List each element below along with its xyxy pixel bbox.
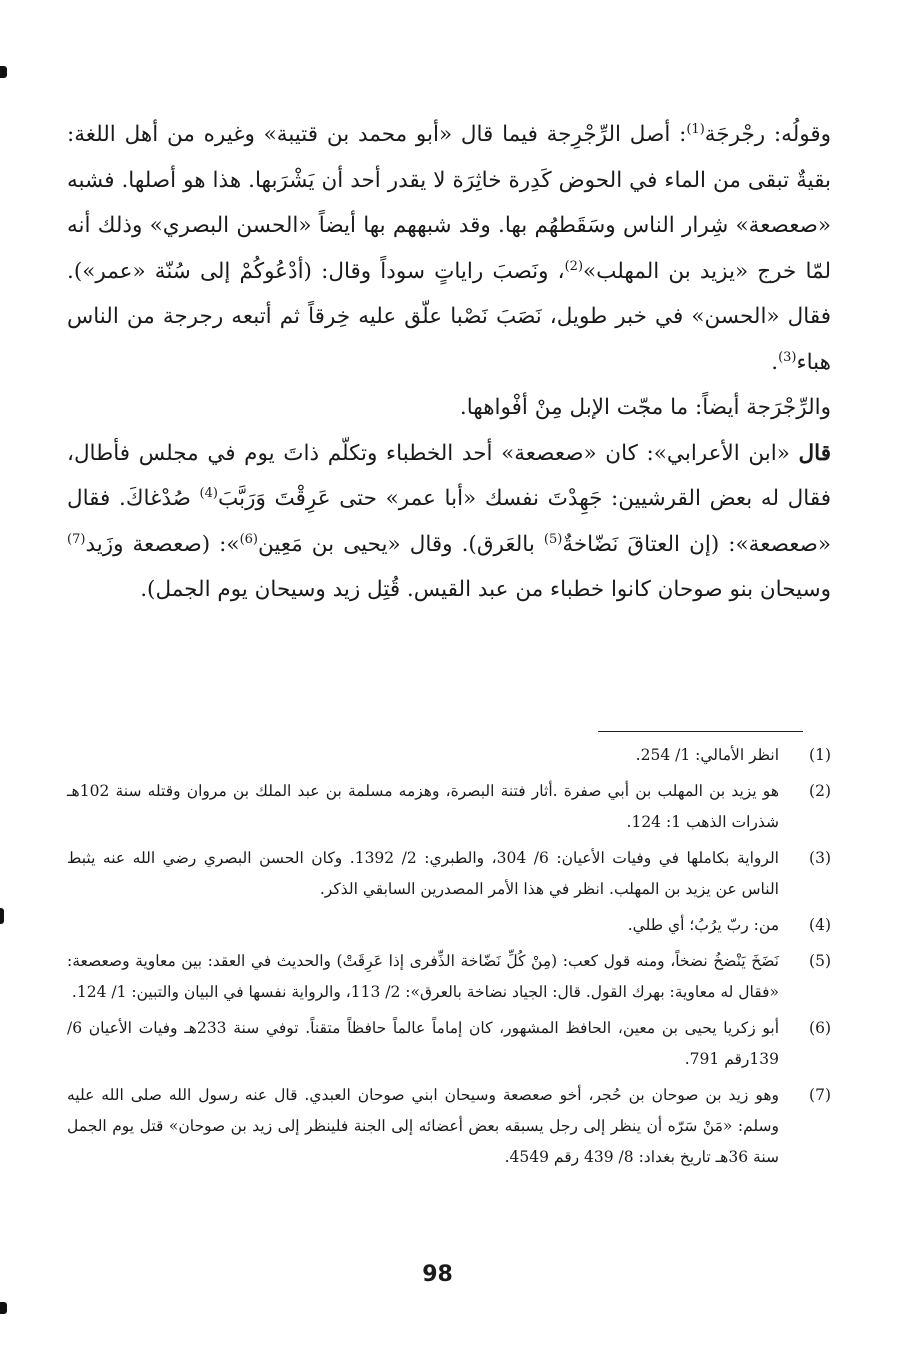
footnote-number: (4) [809, 916, 831, 934]
scan-edge-mark [0, 908, 4, 924]
footnote-number: (3) [809, 849, 831, 867]
footnote-ref[interactable]: (6) [239, 531, 258, 547]
footnote-ref[interactable]: (1) [686, 121, 705, 137]
footnote-text: وهو زيد بن صوحان بن حُجر، أخو صعصعة وسيحان ابني صوحان العبدي. قال عنه رسول الله صلى الله عليه وسلم: «مَنْ سَرّه أن ينظر إلى رجل يسبقه بعض أعضائه إلى الجنة فلينظر إلى زيد بن صوحان» قتل يوم الجمل سنة 36هـ تاريخ بغداد: 8/ 439 رقم 4549. [67, 1086, 779, 1166]
footnote-text: الرواية بكاملها في وفيات الأعيان: 6/ 304، والطبري: 2/ 1392. وكان الحسن البصري رضي الله عنه يثبط الناس عن يزيد بن المهلب. انظر في هذا الأمر المصدرين السابقي الذكر. [67, 849, 779, 898]
main-text [67, 112, 831, 613]
footnote [67, 1080, 833, 1173]
footnote-ref[interactable]: (5) [543, 531, 563, 547]
footnote [67, 776, 833, 838]
footnote-number: (1) [809, 746, 831, 764]
footnote [67, 910, 833, 941]
footnote-number: (6) [809, 1019, 831, 1037]
footnote-text: نَضَخَ يَنْضخُ نضخاً، ومنه قول كعب: (مِنْ كُلِّ نَضّاخة الذِّفرى إذا عَرِقَتْ) والحديث في العقد: بين معاوية وصعصعة: «فقال له معاوية: بهرك القول. قال: الجياد نضاخة بالعرق»: 2/ 113، والرواية نفسها في البيان والتبين: 1/ 124. [67, 952, 779, 1001]
footnote-text: من: ربّ يرُبُ؛ أي طلي. [627, 916, 779, 934]
paragraph: وقولُه: رجْرجَة$^{(1)}$: أصل الرِّجْرِجة فيما قال «أبو محمد بن قتيبة» وغيره من أهل اللغة: بقيةٌ تبقى من الماء في الحوض كَدِرة خاثِرَة لا يقدر أحد أن يَشْرَبها. هذا هو أصلها. فشبه «صعصعة» شِرار الناس وسَقَطهُم بها. وقد شبههم بها أيضاً «الحسن البصري» وذلك أنه لمّا خرج «يزيد بن المهلب»$^{(2)}$، ونَصبَ راياتٍ سوداً وقال: (أدْعُوكُمْ إلى سُنّة «عمر»). فقال «الحسن» في خبر طويل، نَصَبَ نَصْبا علّق عليه خِرقاً ثم أتبعه رجرجة من الناس هباء$^{(3)}$. [67, 121, 832, 375]
footnote [67, 1013, 833, 1075]
footnote [67, 740, 833, 771]
footnote-separator [598, 731, 803, 732]
scan-edge-mark [0, 1302, 7, 1314]
footnote-ref[interactable]: (7) [67, 531, 86, 547]
footnote-text: أبو زكريا يحيى بن معين، الحافظ المشهور، كان إماماً عالماً حافظاً متقناً. توفي سنة 233هـ وفيات الأعيان 6/ 139رقم 791. [67, 1019, 780, 1068]
footnote-ref[interactable]: (4) [199, 485, 218, 501]
page-number: 98 [422, 1262, 453, 1287]
paragraph: والرِّجْرَجة أيضاً: ما مجّت الإبل مِنْ أفْواهها. [459, 395, 831, 420]
footnote-number: (5) [809, 952, 831, 970]
footnote [67, 946, 833, 1008]
scan-edge-mark [0, 66, 7, 78]
footnote-ref[interactable]: (2) [564, 258, 584, 274]
footnote-ref[interactable]: (3) [778, 349, 797, 365]
footnote-text: هو يزيد بن المهلب بن أبي صفرة .أثار فتنة البصرة، وهزمه مسلمة بن عبد الملك بن مروان وقتله سنة 102هـ شذرات الذهب 1: 124. [67, 782, 779, 831]
footnote-number: (7) [809, 1086, 831, 1104]
footnote [67, 843, 833, 905]
paragraph: قال «ابن الأعرابي»: كان «صعصعة» أحد الخطباء وتكلّم ذاتَ يوم في مجلس فأطال، فقال له بعض القرشيين: جَهِدْتَ نفسك «أبا عمر» حتى عَرِقْتَ وَرَبَّبَ$^{(4)}$ صُدْغاكَ. فقال «صعصعة»: (إن العتاقَ نَضّاخةٌ$^{(5)}$ بالعَرق). وقال «يحيى بن مَعِين$^{(6)}$»: (صعصعة وزَيد$^{(7)}$ وسيحان بنو صوحان كانوا خطباء من عبد القيس. قُتِل زيد وسيحان يوم الجمل). [67, 440, 831, 602]
footnotes [67, 740, 833, 1178]
footnote-number: (2) [809, 782, 831, 800]
footnote-text: انظر الأمالي: 1/ 254. [635, 746, 779, 764]
